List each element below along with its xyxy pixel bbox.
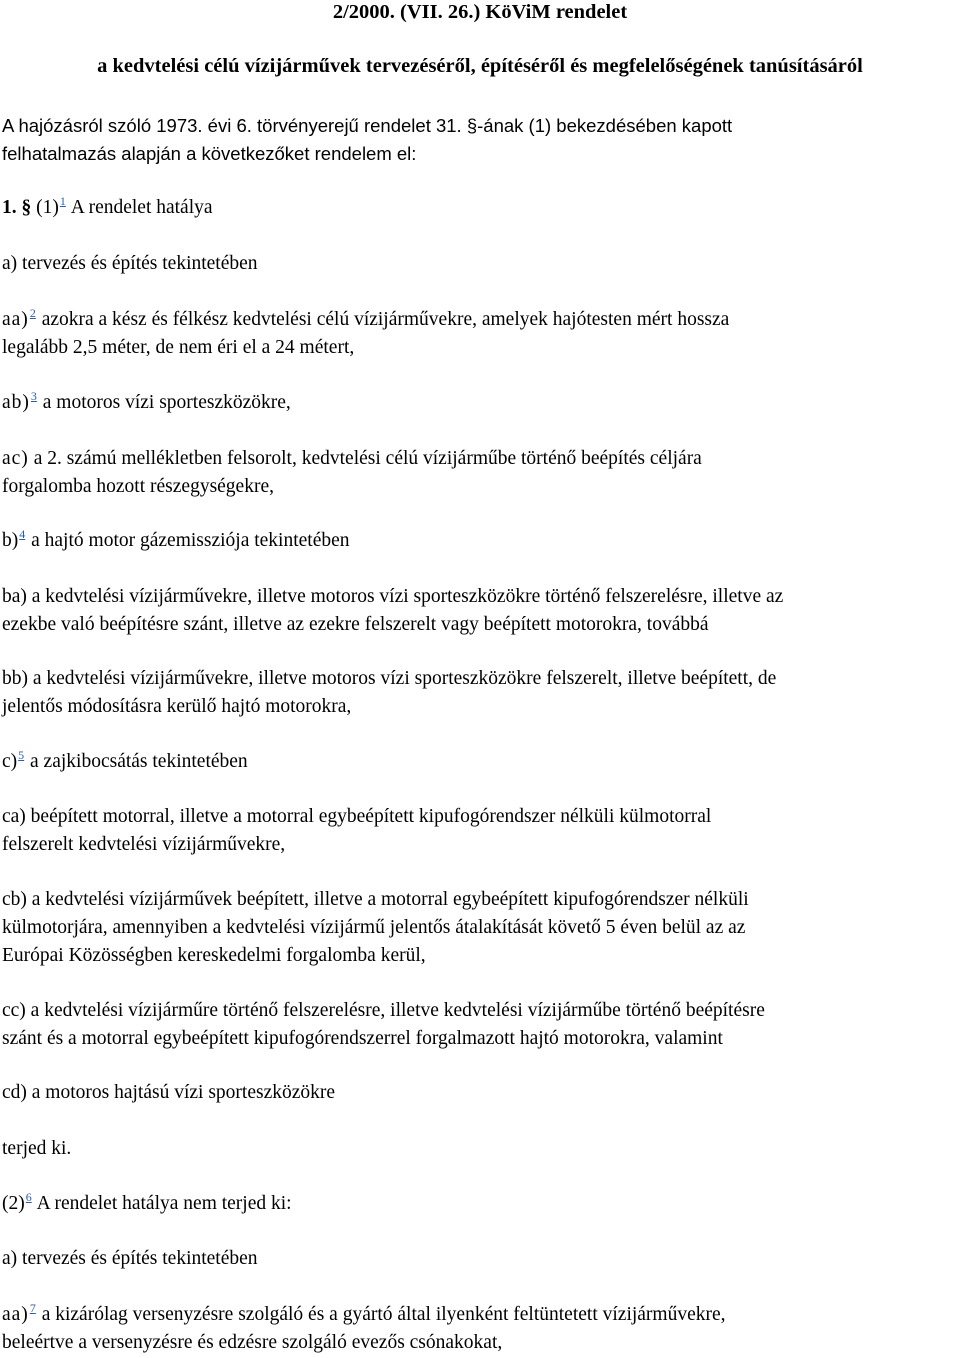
item-cc [2,997,958,1053]
item-a-2: a) tervezés és építés tekintetében [2,1248,258,1269]
paragraph-label: (2) [2,1193,25,1214]
item-text: a motoros vízi sporteszközökre, [42,392,291,413]
footnote-link[interactable]: 5 [18,748,25,762]
item-text: felszerelt kedvtelési vízijárművekre, [2,834,286,855]
item-text: cc) a kedvtelési vízijárműre történő felszerelésre, illetve kedvtelési vízijárműbe történő beépítésre [2,1000,765,1021]
item-label: c) [2,751,18,772]
item-text: a zajkibocsátás tekintetében [30,751,248,772]
item-text: azokra a kész és félkész kedvtelési célú vízijárművekre, amelyek hajótesten mért hossza [41,309,730,330]
footnote-link[interactable]: 7 [29,1301,36,1315]
item-text: bb) a kedvtelési vízijárművekre, illetve motoros vízi sporteszközökre felszerelt, illetve beépített, de [2,668,777,689]
item-ba [2,583,958,639]
item-text: a hajtó motor gázemissziója tekintetében [31,530,350,551]
preamble [2,112,958,168]
item-cb [2,886,958,970]
footnote-link[interactable]: 3 [30,389,37,403]
item-aa [2,306,958,362]
item-text: a 2. számú mellékletben felsorolt, kedvtelési célú vízijárműbe történő beépítés céljára [33,448,702,469]
section-1-heading [2,194,958,222]
item-ac [2,445,958,501]
footnote-link[interactable]: 1 [59,194,66,208]
item-aa-2 [2,1301,958,1357]
section-sign: § [21,197,32,218]
item-ca [2,803,958,859]
item-b [2,527,958,555]
item-text: külmotorjára, amennyiben a kedvtelési vízijármű jelentős átalakítását követő 5 éven belül az az [2,917,746,938]
item-text: beleértve a versenyzésre és edzésre szolgáló evezős csónakokat, [2,1332,503,1353]
item-c [2,748,958,776]
item-label: aa) [2,1304,29,1325]
document-title: 2/2000. (VII. 26.) KöViM rendelet [332,1,628,23]
item-text: a kizárólag versenyzésre szolgáló és a gyártó által ilyenként feltüntetett vízijárművekre, [41,1304,726,1325]
item-label: ab) [2,392,30,413]
item-text: forgalomba hozott részegységekre, [2,476,274,497]
item-text: ba) a kedvtelési vízijárművekre, illetve motoros vízi sporteszközökre történő felszerelésre, illetve az [2,586,784,607]
item-bb [2,665,958,721]
preamble-line: felhatalmazás alapján a következőket rendelem el: [2,143,417,164]
item-a: a) tervezés és építés tekintetében [2,253,258,274]
document-subtitle: a kedvtelési célú vízijárművek tervezéséről, építéséről és megfelelőségének tanúsításáról [97,55,863,77]
closing-text: terjed ki. [2,1138,72,1159]
paragraph-text: A rendelet hatálya [70,197,213,218]
item-text: Európai Közösségben kereskedelmi forgalomba kerül, [2,945,426,966]
section-number: 1. [2,197,17,218]
preamble-line: A hajózásról szóló 1973. évi 6. törvényerejű rendelet 31. §-ának (1) bekezdésében kapott [2,115,733,136]
item-text: szánt és a motorral egybeépített kipufogórendszerrel forgalmazott hajtó motorokra, valamint [2,1028,723,1049]
item-ab [2,389,958,417]
item-text: ca) beépített motorral, illetve a motorral egybeépített kipufogórendszer nélküli külmotorral [2,806,712,827]
paragraph-2 [2,1190,958,1218]
paragraph-text: A rendelet hatálya nem terjed ki: [36,1193,292,1214]
item-text: legalább 2,5 méter, de nem éri el a 24 métert, [2,337,355,358]
item-text: jelentős módosításra kerülő hajtó motorokra, [2,696,352,717]
item-text: cb) a kedvtelési vízijárművek beépített, illetve a motorral egybeépített kipufogórendszer nélküli [2,889,749,910]
footnote-link[interactable]: 6 [25,1190,32,1204]
item-label: aa) [2,309,29,330]
footnote-link[interactable]: 4 [19,527,26,541]
item-label: b) [2,530,19,551]
item-label: ac) [2,448,29,469]
item-text: ezekbe való beépítésre szánt, illetve az ezekre felszerelt vagy beépített motorokra, továbbá [2,614,709,635]
footnote-link[interactable]: 2 [29,306,36,320]
item-cd: cd) a motoros hajtású vízi sporteszközökre [2,1082,336,1103]
paragraph-label: (1) [36,197,59,218]
